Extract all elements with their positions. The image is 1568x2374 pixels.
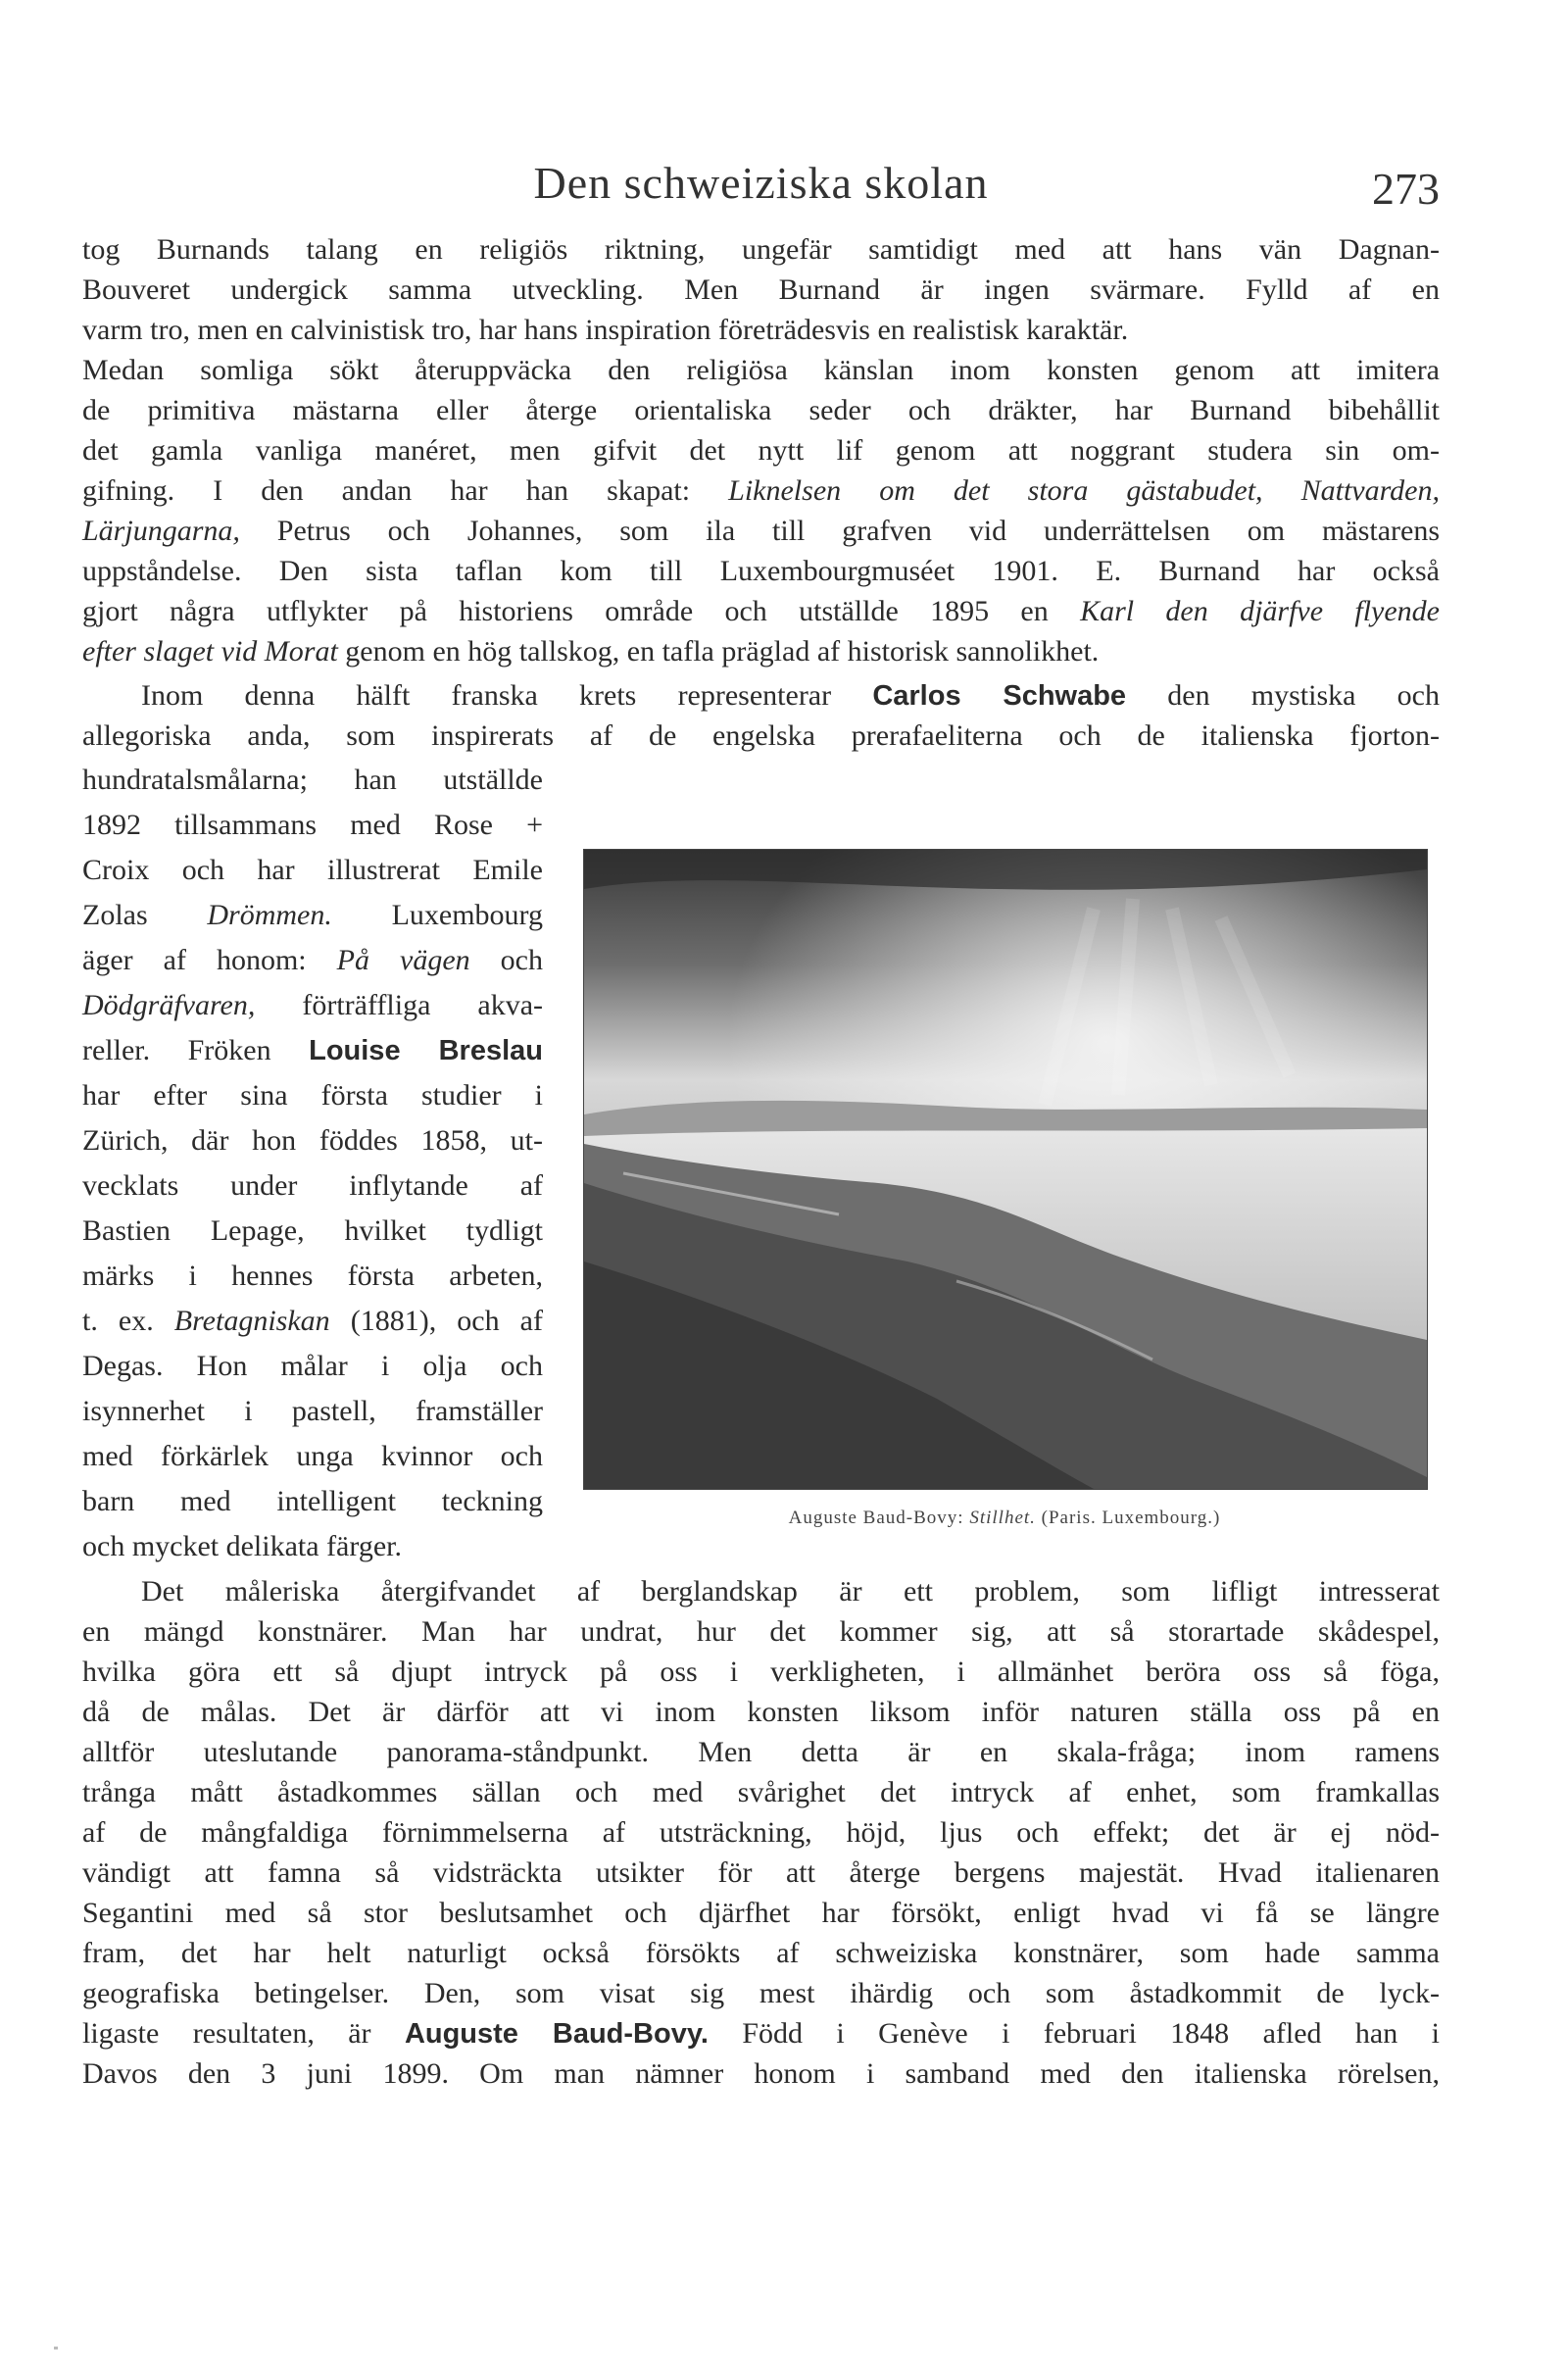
caption-artist: Auguste Baud-Bovy:	[788, 1508, 970, 1528]
text-line: tog Burnands talang en religiös riktning, ungefär samtidigt med att hans vän Dagnan-	[82, 233, 1440, 266]
text-line: hvilka göra ett så djupt intryck på oss i verkligheten, i allmänhet beröra oss så föga,	[82, 1656, 1440, 1688]
text-line: en mängd konstnärer. Man har undrat, hur det kommer sig, att så storartade skådespel,	[82, 1615, 1440, 1648]
text-line: Bouveret undergick samma utveckling. Men Burnand är ingen svärmare. Fylld af en	[82, 273, 1440, 306]
text-line: Davos den 3 juni 1899. Om man nämner honom i samband med den italienska rörelsen,	[82, 2057, 1440, 2090]
text-line: märks i hennes första arbeten,	[82, 1260, 543, 1292]
text-line: reller. Fröken Louise Breslau	[82, 1034, 543, 1066]
paper-speck	[54, 2347, 58, 2349]
text-line: Lärjungarna, Petrus och Johannes, som ila till grafven vid underrättelsen om mästarens	[82, 515, 1440, 547]
artwork-title: efter slaget vid Morat	[82, 635, 338, 668]
text-line: Dödgräfvaren, förträffliga akva-	[82, 989, 543, 1021]
text-line: isynnerhet i pastell, framställer	[82, 1395, 543, 1427]
text-line: allegoriska anda, som inspirerats af de engelska prerafaeliterna och de italienska fjorton-	[82, 719, 1440, 752]
text-line: gjort några utflykter på historiens område och utställde 1895 en Karl den djärfve flyende	[82, 595, 1440, 627]
text-line: de primitiva mästarna eller återge orientaliska seder och dräkter, har Burnand bibehållit	[82, 394, 1440, 426]
caption-location: (Paris. Luxembourg.)	[1035, 1508, 1221, 1528]
text-line: då de målas. Det är därför att vi inom konsten liksom inför naturen ställa oss på en	[82, 1696, 1440, 1728]
text-line: Degas. Hon målar i olja och	[82, 1350, 543, 1382]
text-line: Bastien Lepage, hvilket tydligt	[82, 1214, 543, 1247]
text-line: af de mångfaldiga förnimmelserna af utsträckning, höjd, ljus och effekt; det är ej nöd-	[82, 1816, 1440, 1849]
page-header	[82, 157, 1440, 216]
text-line: hundratalsmålarna; han utställde	[82, 764, 543, 796]
text-line: ligaste resultaten, är Auguste Baud-Bovy. Född i Genève i februari 1848 afled han i	[82, 2017, 1440, 2050]
text-line: barn med intelligent teckning	[82, 1485, 543, 1517]
text-line: Zürich, där hon föddes 1858, ut-	[82, 1124, 543, 1157]
text-line: uppståndelse. Den sista taflan kom till Luxembourgmuséet 1901. E. Burnand har också	[82, 555, 1440, 587]
text-line: Segantini med så stor beslutsamhet och djärfhet har försökt, enligt hvad vi få se längre	[82, 1897, 1440, 1929]
text-line: alltför uteslutande panorama-ståndpunkt. Men detta är en skala-fråga; inom ramens	[82, 1736, 1440, 1768]
artwork-title: På vägen	[336, 944, 470, 976]
text-line: Det måleriska återgifvandet af berglandskap är ett problem, som lifligt intresserat	[141, 1575, 1440, 1607]
page-number: 273	[1372, 164, 1440, 214]
text-line: med förkärlek unga kvinnor och	[82, 1440, 543, 1472]
caption-title: Stillhet.	[969, 1508, 1036, 1528]
text-line: det gamla vanliga manéret, men gifvit det nytt lif genom att noggrant studera sin om-	[82, 434, 1440, 467]
artwork-title: Lärjungarna,	[82, 515, 240, 547]
artwork-title: Bretagniskan	[173, 1305, 330, 1337]
text-line: 1892 tillsammans med Rose +	[82, 809, 543, 841]
text-line: äger af honom: På vägen och	[82, 944, 543, 976]
artist-name: Louise Breslau	[309, 1035, 543, 1066]
text-line: varm tro, men en calvinistisk tro, har hans inspiration företrädesvis en realistisk karaktär.	[82, 314, 1129, 346]
text-line: fram, det har helt naturligt också försökts af schweiziska konstnärer, som hade samma	[82, 1937, 1440, 1969]
running-title: Den schweiziska skolan	[533, 158, 989, 208]
text-line: har efter sina första studier i	[82, 1079, 543, 1112]
text-line: trånga mått åstadkommes sällan och med svårighet det intryck af enhet, som framkallas	[82, 1776, 1440, 1808]
figure-caption	[583, 1508, 1426, 1529]
text-line: Croix och har illustrerat Emile	[82, 854, 543, 886]
text-line: t. ex. Bretagniskan (1881), och af	[82, 1305, 543, 1337]
artwork-title: Dödgräfvaren,	[82, 989, 256, 1021]
landscape-painting	[583, 849, 1428, 1490]
text-line: Inom denna hälft franska krets representerar Carlos Schwabe den mystiska och	[141, 679, 1440, 712]
artwork-title: Liknelsen om det stora gästabudet, Nattvarden,	[728, 474, 1440, 507]
text-line: gifning. I den andan har han skapat: Liknelsen om det stora gästabudet, Nattvarden,	[82, 474, 1440, 507]
artwork-title: Drömmen.	[207, 899, 332, 931]
artist-name: Carlos Schwabe	[872, 680, 1127, 712]
text-line: vändigt att famna så vidsträckta utsikter för att återge bergens majestät. Hvad italienaren	[82, 1856, 1440, 1889]
text-line: Zolas Drömmen. Luxembourg	[82, 899, 543, 931]
artist-name: Auguste Baud-Bovy.	[404, 2018, 709, 2050]
text-line: vecklats under inflytande af	[82, 1169, 543, 1202]
text-line: efter slaget vid Morat genom en hög tallskog, en tafla präglad af historisk sannolikhet.	[82, 635, 1100, 668]
text-line: och mycket delikata färger.	[82, 1530, 402, 1562]
text-line: Medan somliga sökt återuppväcka den religiösa känslan inom konsten genom att imitera	[82, 354, 1440, 386]
artwork-title: Karl den djärfve flyende	[1080, 595, 1440, 627]
text-line: geografiska betingelser. Den, som visat sig mest ihärdig och som åstadkommit de lyck-	[82, 1977, 1440, 2009]
